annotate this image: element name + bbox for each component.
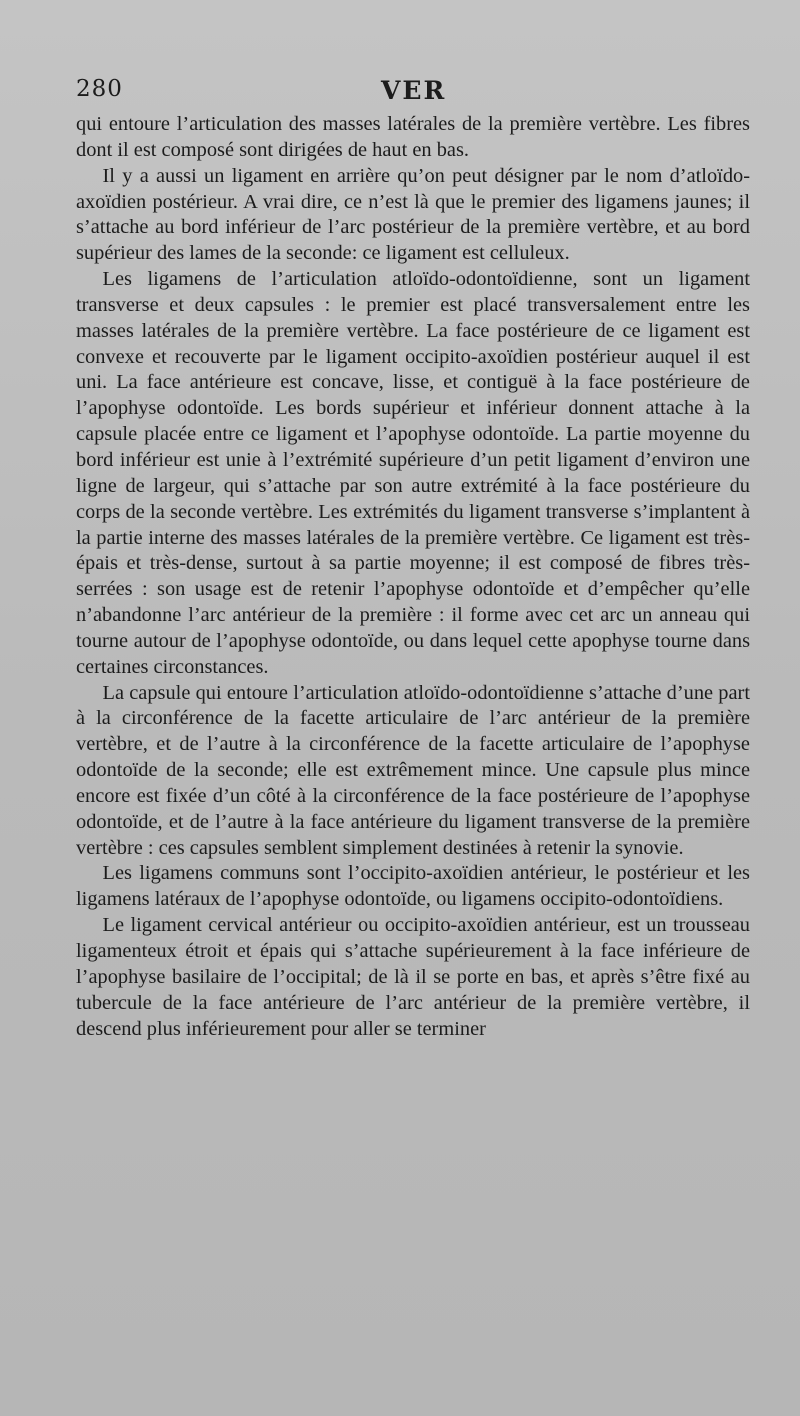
paragraph-5: Les ligamens communs sont l’occipito-axoïdien antérieur, le postérieur et les ligamens latéraux de l’apophyse odontoïde, ou ligamens occipito-odontoïdiens. <box>76 862 750 911</box>
running-head: VER <box>381 76 447 105</box>
page-number: 280 <box>76 76 123 102</box>
page-header <box>76 76 750 106</box>
paragraph-6: Le ligament cervical antérieur ou occipito-axoïdien antérieur, est un trousseau ligamenteux étroit et épais qui s’attache supérieurement à la face inférieure de l’apophyse basilaire de l’occipital; de là il se porte en bas, et après s’être fixé au tubercule de la face antérieure de l’arc antérieur de la première vertèbre, il descend plus inférieurement pour aller se terminer <box>76 914 750 1040</box>
paragraph-1: qui entoure l’articulation des masses latérales de la première vertèbre. Les fibres dont il est composé sont dirigées de haut en bas. <box>76 113 750 161</box>
paragraph-3: Les ligamens de l’articulation atloïdo-odontoïdienne, sont un ligament transverse et deux capsules : le premier est placé transversalement entre les masses latérales de la première vertèbre. La face postérieure de ce ligament est convexe et recouverte par le ligament occipito-axoïdien postérieur auquel il est uni. La face antérieure est concave, lisse, et contiguë à la face postérieure de l’apophyse odontoïde. Les bords supérieur et inférieur donnent attache à la capsule placée entre ce ligament et l’apophyse odontoïde. La partie moyenne du bord inférieur est unie à l’extrémité supérieure d’un petit ligament d’environ une ligne de largeur, qui s’attache par son autre extrémité à la face postérieure du corps de la seconde vertèbre. Les extrémités du ligament transverse s’implantent à la partie interne des masses latérales de la première vertèbre. Ce ligament est très-épais et très-dense, surtout à sa partie moyenne; il est composé de fibres très-serrées : son usage est de retenir l’apophyse odontoïde et d’empêcher qu’elle n’abandonne l’arc antérieur de la première : il forme avec cet arc un anneau qui tourne autour de l’apophyse odontoïde, ou dans lequel cette apophyse tourne dans certaines circonstances. <box>76 268 750 678</box>
paragraph-4: La capsule qui entoure l’articulation atloïdo-odontoïdienne s’attache d’une part à la circonférence de la facette articulaire de l’arc antérieur de la première vertèbre, et de l’autre à la circonférence de la facette articulaire de l’apophyse odontoïde de la seconde; elle est extrêmement mince. Une capsule plus mince encore est fixée d’un côté à la circonférence de la face postérieure de l’apophyse odontoïde, et de l’autre à la face antérieure du ligament transverse de la première vertèbre : ces capsules semblent simplement destinées à retenir la synovie. <box>76 681 750 859</box>
body-text <box>76 112 750 1042</box>
paragraph-2: Il y a aussi un ligament en arrière qu’on peut désigner par le nom d’atloïdo-axoïdien postérieur. A vrai dire, ce n’est là que le premier des ligamens jaunes; il s’attache au bord inférieur de l’arc postérieur de la première vertèbre, et au bord supérieur des lames de la seconde: ce ligament est celluleux. <box>76 164 750 265</box>
